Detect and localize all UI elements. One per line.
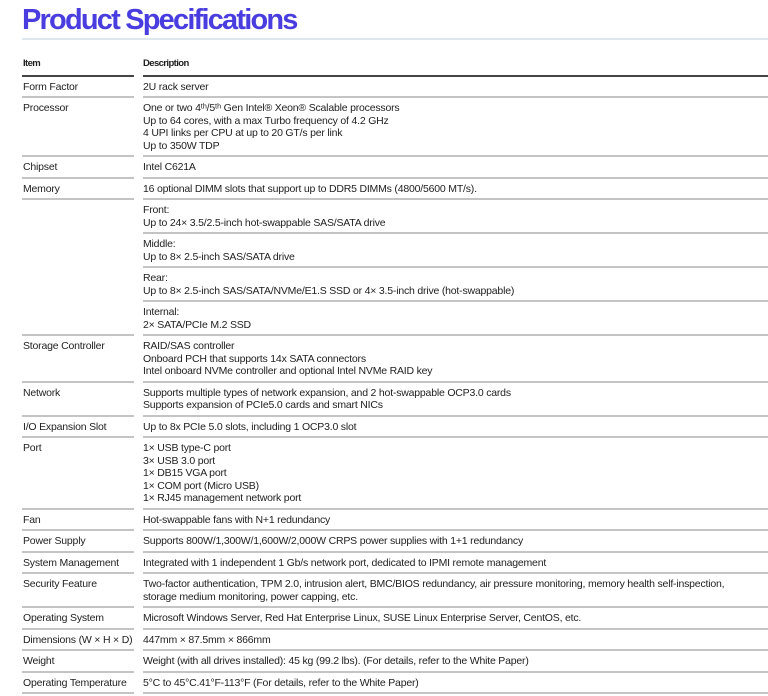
spec-item: Chipset xyxy=(22,157,134,179)
description-line: 3× USB 3.0 port xyxy=(143,454,216,467)
spec-table xyxy=(22,54,768,694)
description-line: One or two 4ᵗʰ/5ᵗʰ Gen Intel® Xeon® Scalable processors xyxy=(143,102,400,114)
table-row xyxy=(22,336,768,383)
table-row xyxy=(22,574,768,608)
description-line: 16 optional DIMM slots that support up to DDR5 DIMMs (4800/5600 MT/s). xyxy=(143,182,477,195)
table-row xyxy=(22,268,768,302)
spec-description xyxy=(143,268,768,302)
description-line: Supports multiple types of network expansion, and 2 hot-swappable OCP3.0 cards xyxy=(143,386,511,399)
spec-item xyxy=(22,302,134,336)
description-line: Supports 800W/1,300W/1,600W/2,000W CRPS power supplies with 1+1 redundancy xyxy=(143,535,524,547)
spec-item: Dimensions (W × H × D) xyxy=(22,630,134,652)
table-row xyxy=(22,651,768,673)
spec-description xyxy=(143,157,768,179)
spec-description xyxy=(143,438,768,510)
description-line: Internal: xyxy=(143,306,180,318)
spec-item: Port xyxy=(22,438,134,510)
spec-description xyxy=(143,383,768,417)
description-line: Up to 24× 3.5/2.5-inch hot-swappable SAS/SATA drive xyxy=(143,216,386,229)
description-line: Microsoft Windows Server, Red Hat Enterprise Linux, SUSE Linux Enterprise Server, CentOS, etc. xyxy=(143,612,582,624)
description-line: storage medium monitoring, power capping, etc. xyxy=(143,590,358,603)
spec-item: Power Supply xyxy=(22,531,134,553)
table-row xyxy=(22,200,768,234)
description-line: Up to 8× 2.5-inch SAS/SATA/NVMe/E1.S SSD or 4× 3.5-inch drive (hot-swappable) xyxy=(143,284,515,297)
table-row xyxy=(22,531,768,553)
description-line: Up to 8× 2.5-inch SAS/SATA drive xyxy=(143,250,295,263)
spec-description xyxy=(143,417,768,439)
description-line: Intel C621A xyxy=(143,161,196,173)
spec-description xyxy=(143,234,768,268)
table-body xyxy=(22,77,768,695)
table-row xyxy=(22,553,768,575)
spec-item: System Management xyxy=(22,553,134,575)
table-row xyxy=(22,510,768,532)
spec-description xyxy=(143,608,768,630)
description-line: Two-factor authentication, TPM 2.0, intrusion alert, BMC/BIOS redundancy, air pressure monitoring, memory health self-inspection, xyxy=(143,578,725,590)
table-header xyxy=(22,54,768,77)
spec-description xyxy=(143,651,768,673)
description-line: 4 UPI links per CPU at up to 20 GT/s per link xyxy=(143,127,343,139)
spec-description xyxy=(143,77,768,99)
description-line: Front: xyxy=(143,204,170,216)
spec-item: Fan xyxy=(22,510,134,532)
description-line: 1× RJ45 management network port xyxy=(143,492,302,504)
spec-item: Network xyxy=(22,383,134,417)
spec-description xyxy=(143,179,768,201)
spec-description xyxy=(143,531,768,553)
table-row xyxy=(22,179,768,201)
spec-item xyxy=(22,200,134,234)
table-row xyxy=(22,302,768,336)
header-item: Item xyxy=(22,54,134,77)
spec-item: Operating Temperature xyxy=(22,673,134,695)
spec-item xyxy=(22,234,134,268)
description-line: 1× COM port (Micro USB) xyxy=(143,479,259,492)
table-row xyxy=(22,77,768,99)
spec-description xyxy=(143,510,768,532)
description-line: Hot-swappable fans with N+1 redundancy xyxy=(143,513,331,526)
description-line: 1× USB type-C port xyxy=(143,442,231,454)
description-line: Rear: xyxy=(143,272,168,284)
description-line: 1× DB15 VGA port xyxy=(143,467,227,479)
spec-description xyxy=(143,673,768,695)
page-title: Product Specifications xyxy=(22,4,297,36)
spec-description xyxy=(143,200,768,234)
description-line: 2× SATA/PCIe M.2 SSD xyxy=(143,318,251,331)
description-line: 2U rack server xyxy=(143,80,209,93)
table-row xyxy=(22,673,768,695)
description-line: RAID/SAS controller xyxy=(143,340,235,352)
description-line: 5°C to 45°C.41°F-113°F (For details, refer to the White Paper) xyxy=(143,676,419,689)
table-row xyxy=(22,630,768,652)
spec-item: Weight xyxy=(22,651,134,673)
table-row xyxy=(22,417,768,439)
description-line: Up to 8x PCIe 5.0 slots, including 1 OCP3.0 slot xyxy=(143,420,357,433)
spec-description xyxy=(143,302,768,336)
description-line: Up to 350W TDP xyxy=(143,139,220,152)
description-line: Up to 64 cores, with a max Turbo frequency of 4.2 GHz xyxy=(143,114,389,127)
spec-item: I/O Expansion Slot xyxy=(22,417,134,439)
spec-item: Storage Controller xyxy=(22,336,134,383)
spec-item: Form Factor xyxy=(22,77,134,99)
description-line: Intel onboard NVMe controller and optional Intel NVMe RAID key xyxy=(143,365,433,377)
spec-description xyxy=(143,574,768,608)
description-line: Onboard PCH that supports 14x SATA connectors xyxy=(143,352,366,365)
title-divider xyxy=(22,38,768,40)
spec-item: Operating System xyxy=(22,608,134,630)
description-line: Integrated with 1 independent 1 Gb/s network port, dedicated to IPMI remote management xyxy=(143,556,547,569)
description-line: Middle: xyxy=(143,238,176,250)
spec-description xyxy=(143,630,768,652)
table-row xyxy=(22,98,768,157)
spec-item xyxy=(22,268,134,302)
spec-description xyxy=(143,553,768,575)
spec-description xyxy=(143,336,768,383)
table-row xyxy=(22,234,768,268)
description-line: Supports expansion of PCIe5.0 cards and smart NICs xyxy=(143,399,383,411)
table-row xyxy=(22,438,768,510)
header-description: Description xyxy=(143,54,768,77)
spec-item: Security Feature xyxy=(22,574,134,608)
spec-item: Processor xyxy=(22,98,134,157)
spec-item: Memory xyxy=(22,179,134,201)
table-row xyxy=(22,383,768,417)
table-row xyxy=(22,608,768,630)
spec-description xyxy=(143,98,768,157)
description-line: Weight (with all drives installed): 45 kg (99.2 lbs). (For details, refer to the White Paper) xyxy=(143,655,529,667)
description-line: 447mm × 87.5mm × 866mm xyxy=(143,633,271,646)
table-row xyxy=(22,157,768,179)
